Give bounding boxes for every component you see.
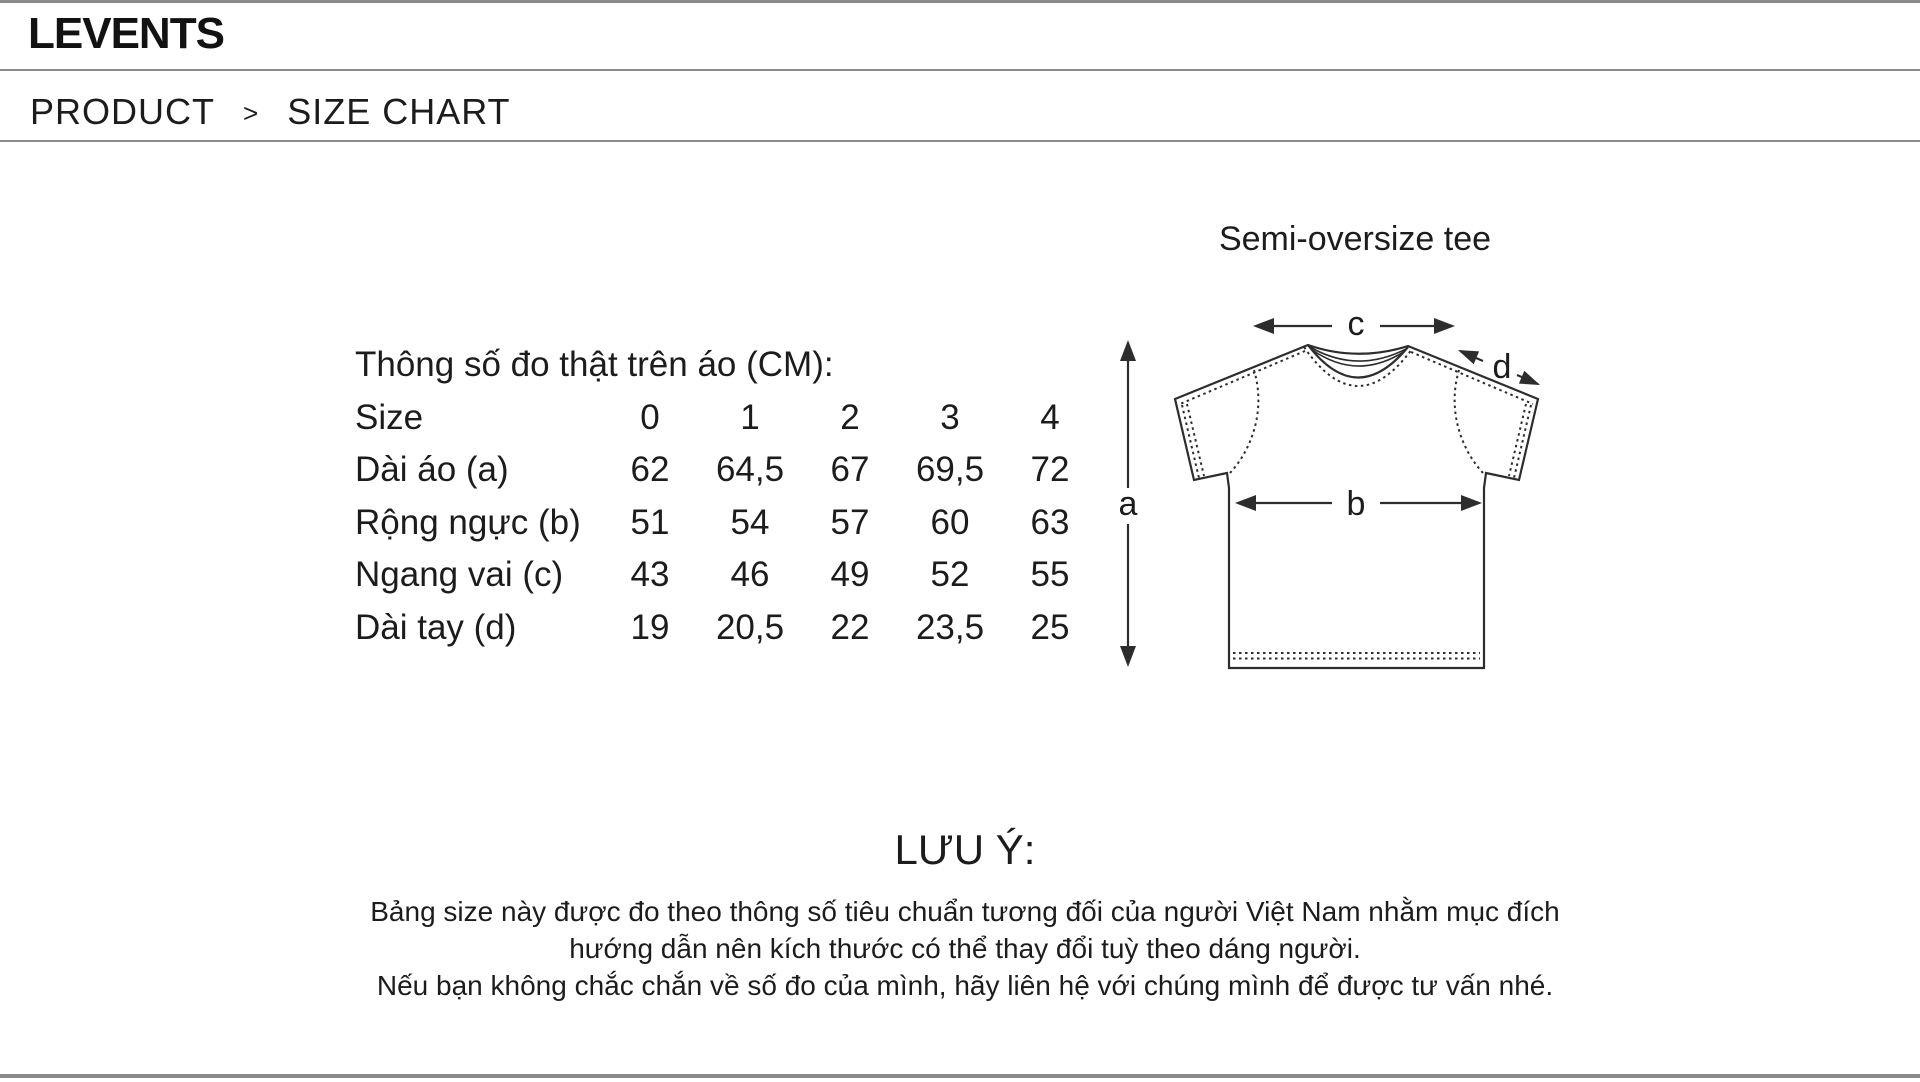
- arrow-d-head-bottom: [1519, 371, 1540, 385]
- cell: 22: [830, 607, 870, 647]
- tee-measurement-diagram: [1100, 300, 1580, 690]
- cell: 52: [930, 555, 970, 594]
- size-table-title: Thông số đo thật trên áo (CM):: [355, 345, 834, 384]
- breadcrumb-product[interactable]: PRODUCT: [30, 91, 215, 132]
- breadcrumb-separator-icon: >: [243, 98, 260, 128]
- top-border-line: [0, 0, 1920, 3]
- header-divider: [0, 69, 1920, 71]
- row-label: Dài áo (a): [355, 450, 509, 489]
- table-row-sleeve: [355, 602, 1100, 655]
- cell: 57: [830, 502, 870, 542]
- note-heading: LƯU Ý:: [894, 826, 1036, 873]
- cell: 67: [830, 450, 870, 489]
- cell: 62: [630, 450, 670, 489]
- table-row-shoulder: [355, 549, 1100, 602]
- cell: 64,5: [715, 450, 785, 489]
- shoulder-stitch-left: [1180, 351, 1305, 404]
- cell: 25: [1030, 607, 1070, 647]
- arrow-d-head-top: [1458, 350, 1479, 364]
- cell: 19: [630, 607, 670, 647]
- cell: 20,5: [715, 607, 785, 647]
- note-line-1: Bảng size này được đo theo thông số tiêu chuẩn tương đối của người Việt Nam nhằm mục đích: [370, 896, 1560, 927]
- arrow-b-head-right: [1461, 495, 1482, 511]
- cell: 60: [930, 502, 970, 542]
- row-label: Ngang vai (c): [355, 555, 564, 594]
- arrow-c-head-left: [1253, 318, 1274, 334]
- table-header-row: [355, 392, 1100, 445]
- row-label: Rộng ngực (b): [355, 502, 581, 542]
- brand-logo[interactable]: LEVENTS: [28, 9, 224, 58]
- arrow-a-head-top: [1120, 340, 1136, 361]
- label-a: a: [1118, 485, 1138, 523]
- size-col-2: 2: [840, 397, 860, 437]
- note-body: [10, 893, 1920, 1004]
- armhole-stitch-right: [1455, 370, 1484, 474]
- label-b: b: [1346, 485, 1366, 523]
- armhole-stitch-left: [1229, 370, 1258, 474]
- row-label: Dài tay (d): [355, 607, 517, 647]
- size-col-4: 4: [1040, 397, 1060, 437]
- cell: 63: [1030, 502, 1070, 542]
- diagram-title: Semi-oversize tee: [1218, 220, 1492, 258]
- breadcrumb-size-chart: SIZE CHART: [287, 91, 511, 132]
- size-col-3: 3: [940, 397, 960, 437]
- bottom-border-line: [0, 1074, 1920, 1078]
- size-table: [355, 339, 1100, 654]
- size-col-1: 1: [740, 397, 760, 437]
- cell: 23,5: [915, 607, 985, 647]
- table-header-size: Size: [355, 397, 424, 437]
- breadcrumb: [30, 91, 511, 132]
- label-c: c: [1347, 305, 1365, 343]
- cell: 54: [730, 502, 770, 542]
- label-d: d: [1492, 348, 1512, 386]
- size-col-0: 0: [640, 397, 660, 437]
- arrow-b-head-left: [1235, 495, 1256, 511]
- cell: 43: [630, 555, 670, 594]
- cell: 46: [730, 555, 770, 594]
- table-row-length: [355, 444, 1100, 497]
- cell: 69,5: [915, 450, 985, 489]
- cell: 72: [1030, 450, 1070, 489]
- cell: 49: [830, 555, 870, 594]
- table-row-chest: [355, 497, 1100, 550]
- cell: 55: [1030, 555, 1070, 594]
- breadcrumb-divider: [0, 140, 1920, 142]
- cell: 51: [630, 502, 670, 542]
- arrow-a-head-bottom: [1120, 646, 1136, 667]
- note-line-2: hướng dẫn nên kích thước có thể thay đổi tuỳ theo dáng người.: [569, 933, 1361, 964]
- note-line-3: Nếu bạn không chắc chắn về số đo của mình, hãy liên hệ với chúng mình để được tư vấn nhé.: [376, 970, 1554, 1001]
- arrow-c-head-right: [1434, 318, 1455, 334]
